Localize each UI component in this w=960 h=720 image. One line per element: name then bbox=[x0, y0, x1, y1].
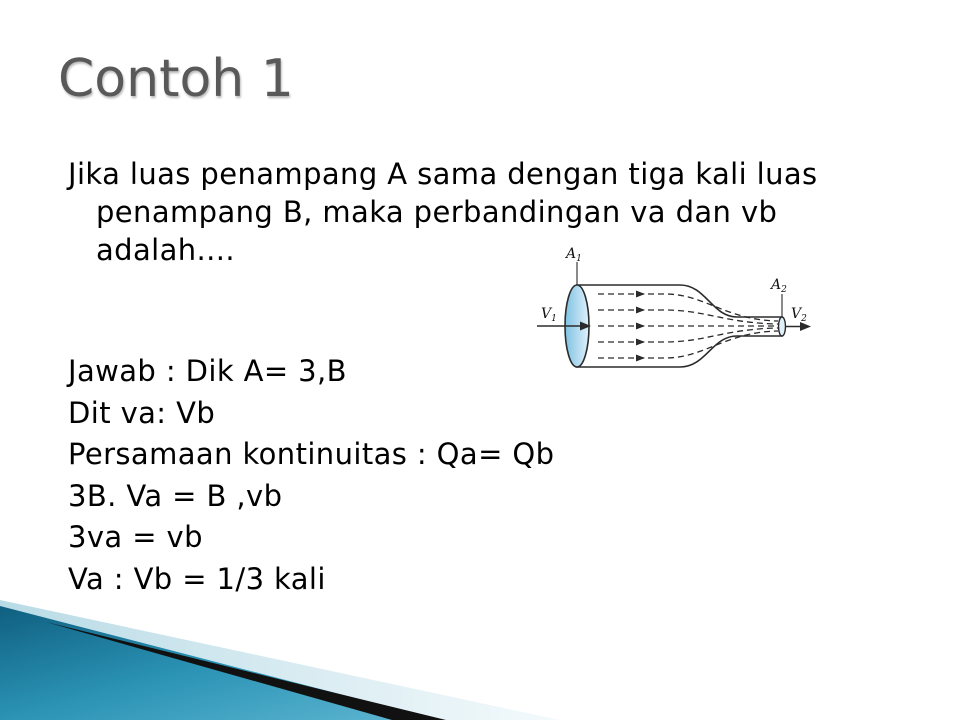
label-v1: $V_1$ bbox=[541, 306, 557, 324]
answer-text bbox=[68, 351, 554, 600]
cross-section-a2 bbox=[779, 317, 786, 336]
label-a2: $A_2$ bbox=[771, 277, 787, 295]
velocity-arrow-v2 bbox=[786, 322, 811, 331]
decorative-corner-swoosh bbox=[0, 590, 600, 720]
answer-line: Va : Vb = 1/3 kali bbox=[68, 561, 326, 596]
answer-line: Dit va: Vb bbox=[68, 395, 216, 430]
answer-line: Jawab : Dik A= 3,B bbox=[68, 354, 347, 388]
pipe-flow-diagram bbox=[525, 240, 825, 380]
answer-line: 3B. Va = B ,vb bbox=[68, 478, 283, 513]
velocity-arrow-v1 bbox=[537, 322, 591, 331]
answer-line: Persamaan kontinuitas : Qa= Qb bbox=[68, 437, 555, 471]
question-line: Jika luas penampang A sama dengan tiga kali luas bbox=[68, 157, 818, 191]
question-line: penampang B, maka perbandingan va dan vb bbox=[96, 195, 778, 229]
question-line: adalah.... bbox=[96, 233, 236, 267]
answer-line: 3va = vb bbox=[68, 520, 203, 554]
slide-title: Contoh 1 bbox=[58, 49, 294, 109]
label-v2: $V_2$ bbox=[791, 306, 807, 324]
label-a1: $A_1$ bbox=[566, 246, 582, 264]
